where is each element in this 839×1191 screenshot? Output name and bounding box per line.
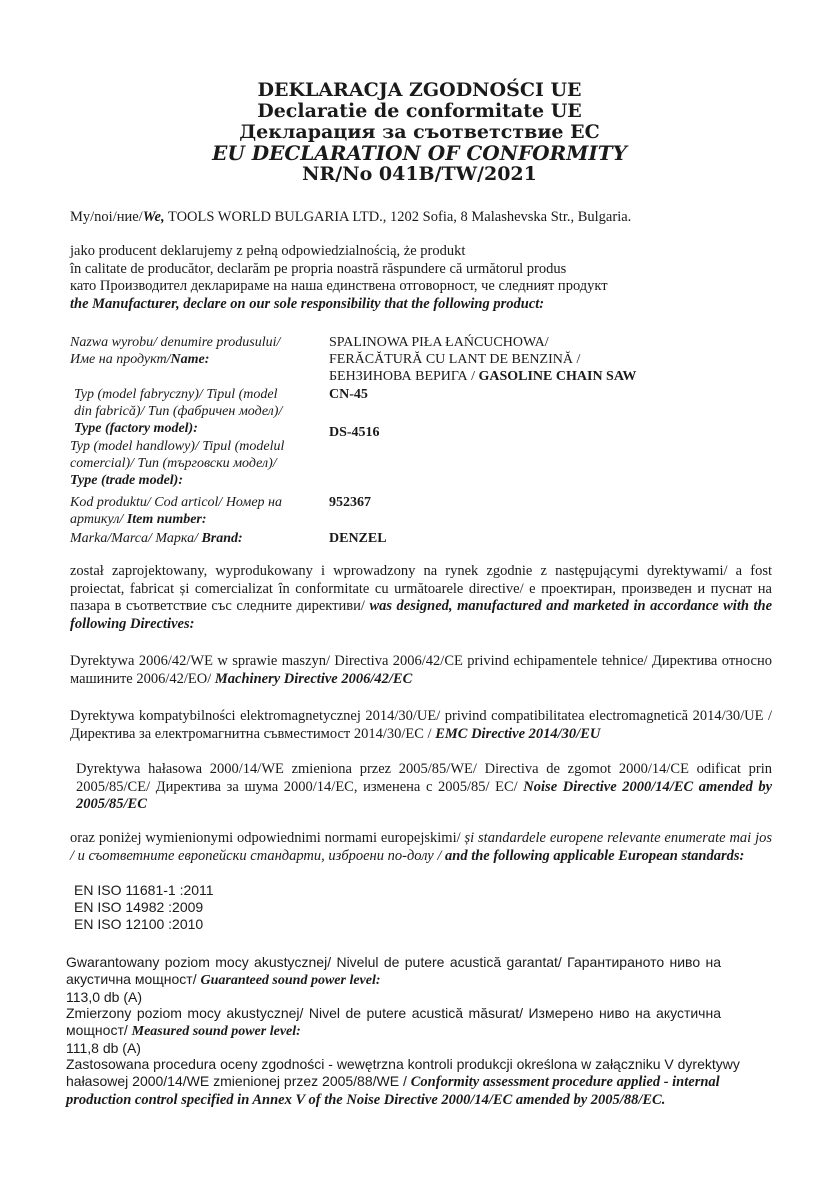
factory-model-value: CN-45 xyxy=(329,387,368,402)
trade-model-label: Typ (model handlowy)/ Tipul (modelul comercial)/ Тип (търговски модел)/ Type (trade model): xyxy=(70,439,285,488)
trade-model-value: DS-4516 xyxy=(329,425,380,440)
brand-row xyxy=(0,530,839,548)
trade-model-row xyxy=(0,425,839,490)
title-polish: DEKLARACJA ZGODNOŚCI UE xyxy=(257,79,582,101)
title-romanian: Declaratie de conformitate UE xyxy=(257,100,582,122)
emc-directive: Dyrektywa kompatybilności elektromagnetycznej 2014/30/UE/ privind compatibilitatea electromagnetică 2014/30/UE / Директива за електромагнитна съвместимост 2014/30/ЕС / EMC Directive 2014/30/EU xyxy=(70,708,772,742)
title-bulgarian: Декларация за съответствие ЕС xyxy=(239,121,600,143)
we-prefix: My/noi/ние/ xyxy=(70,209,143,225)
product-name-value: SPALINOWA PIŁA ŁAŃCUCHOWA/ FERĂCĂTURĂ CU LANT DE BENZINĂ / БЕНЗИНОВА ВЕРИГА / GASOLINE CHAIN SAW xyxy=(329,335,637,384)
manufacturer-ro: în calitate de producător, declarăm pe propria noastră răspundere că următorul produs xyxy=(70,260,567,277)
directives-intro: został zaprojektowany, wyprodukowany i wprowadzony na rynek zgodnie z następującymi dyrektywami/ a fost proiectat, fabricat și comercializat în conformitate cu următoarele directive/ е проектиран, произведен и пуснат на пазара в съответствие със следните директиви/ was designed, manufactured and marketed in accordance with the following Directives: xyxy=(70,563,773,632)
guaranteed-sound-value: 113,0 db (A) xyxy=(66,989,143,1005)
company-line xyxy=(70,209,770,227)
title-block xyxy=(0,80,839,185)
product-name-row xyxy=(0,334,839,394)
product-name-label: Nazwa wyrobu/ denumire produsului/ Име на продукт/Name: xyxy=(70,335,281,367)
item-number-label: Kod produktu/ Cod articol/ Номер на артикул/ Item number: xyxy=(70,495,282,527)
we-label: We, xyxy=(142,209,165,225)
standard-item: EN ISO 12100 :2010 xyxy=(74,916,204,932)
brand-label: Marka/Marca/ Марка/ Brand: xyxy=(70,531,243,546)
item-number-row xyxy=(0,494,839,530)
noise-directive: Dyrektywa hałasowa 2000/14/WE zmieniona przez 2005/85/WE/ Directiva de zgomot 2000/14/CE odificat prin 2005/85/CE/ Директива за шума 2000/14/ЕС, изменена с 2005/85/ ЕС/ Noise Directive 2000/14/EC amended by 2005/85/EC xyxy=(76,761,772,812)
manufacturer-bg: като Производител декларираме на наша единствена отговорност, че следният продукт xyxy=(70,278,608,294)
standards-list xyxy=(74,882,374,933)
measured-sound-value: 111,8 db (A) xyxy=(66,1040,141,1056)
measured-sound-level: Zmierzony poziom mocy akustycznej/ Nivel de putere acustică măsurat/ Измерено ниво на акустична мощност/ Measured sound power level: 111,8 db (A) xyxy=(66,1005,721,1056)
item-number-value: 952367 xyxy=(329,495,371,510)
conformity-procedure: Zastosowana procedura oceny zgodności - wewętrzna kontroli produkcji określona w załączniku V dyrektywy hałasowej 2000/14/WE zmienionej przez 2005/88/WE / Conformity assessment procedure applied - internal production control specified in Annex V of the Noise Directive 2000/14/EC amended by 2005/88/EC. xyxy=(66,1056,740,1108)
standard-item: EN ISO 14982 :2009 xyxy=(74,899,204,915)
standards-intro: oraz poniżej wymienionymi odpowiednimi normami europejskimi/ și standardele europene relevante enumerate mai jos / и съответните европейски стандарти, изброени по-долу / and the following applicable European standards: xyxy=(70,830,772,864)
manufacturer-en: the Manufacturer, declare on our sole responsibility that the following product: xyxy=(70,295,545,312)
guaranteed-sound-level: Gwarantowany poziom mocy akustycznej/ Nivelul de putere acustică garantat/ Гарантираното ниво на акустична мощност/ Guaranteed sound power level: 113,0 db (A) xyxy=(66,954,721,1005)
manufacturer-pl: jako producent deklarujemy z pełną odpowiedzialnością, że produkt xyxy=(70,243,466,259)
standard-item: EN ISO 11681-1 :2011 xyxy=(74,882,214,898)
company-address: TOOLS WORLD BULGARIA LTD., 1202 Sofia, 8 Malashevska Str., Bulgaria. xyxy=(164,209,632,225)
brand-value: DENZEL xyxy=(329,531,387,546)
title-english: EU DECLARATION OF CONFORMITY xyxy=(212,141,627,165)
declaration-number: NR/No 041B/TW/2021 xyxy=(302,163,537,185)
factory-model-label: Typ (model fabryczny)/ Tipul (model din fabrică)/ Тип (фабричен модел)/ Type (factory model): xyxy=(74,387,283,436)
machinery-directive: Dyrektywa 2006/42/WE w sprawie maszyn/ Directiva 2006/42/CE privind echipamentele tehnice/ Директива относно машините 2006/42/ЕО/ Machinery Directive 2006/42/EC xyxy=(70,653,772,687)
manufacturer-statement xyxy=(70,243,790,313)
